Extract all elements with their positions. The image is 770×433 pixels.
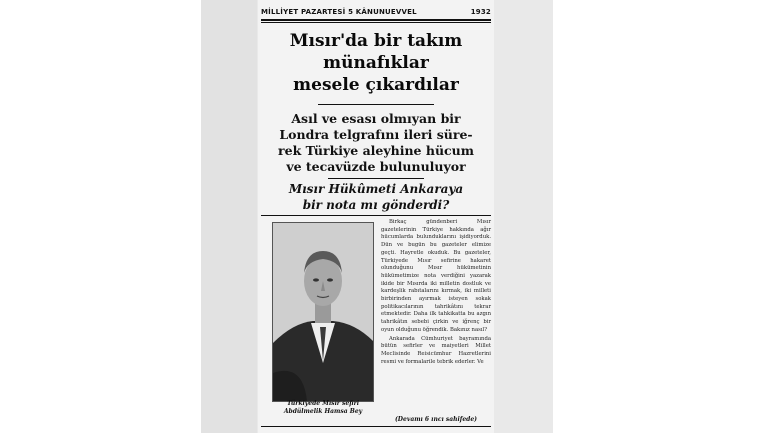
italic-head-line: bir nota mı gönderdi?: [302, 198, 450, 212]
subhead-divider: [328, 178, 424, 179]
caption-line: Abdülmelik Hamsa Bey: [283, 408, 363, 415]
masthead-rule-thin: [261, 22, 491, 23]
subheadline: [264, 111, 488, 175]
newspaper-clipping: [201, 0, 553, 433]
photo-caption: [268, 400, 378, 416]
headline-divider: [318, 104, 434, 105]
section-divider: [261, 215, 491, 216]
italic-headline: [258, 181, 494, 213]
italic-head-line: Mısır Hükûmeti Ankaraya: [288, 182, 464, 196]
article-page: [258, 0, 494, 433]
subhead-line: Asıl ve esası olmıyan bir: [291, 111, 461, 126]
adjacent-page-margin: [201, 0, 257, 433]
masthead: [261, 8, 491, 16]
article-paragraph: Ankarada Cümhuriyet bayramında bütün sefirler ve maiyetleri Millet Meclisinde Reisicümhur Hazretlerini resmi ve formalarile tebrik ederler. Ve: [381, 335, 491, 365]
headline-line: Mısır'da bir takım: [289, 31, 463, 51]
masthead-date: MİLLİYET PAZARTESİ 5 KÂNUNUEVVEL: [261, 8, 417, 16]
bottom-rule: [261, 426, 491, 427]
caption-line: Türkiyede Mısır sefiri: [286, 400, 360, 407]
article-body: [381, 219, 491, 367]
headline-line: münafıklar: [323, 53, 429, 73]
continued-note: (Devamı 6 ıncı sahifede): [394, 416, 478, 423]
headline: [258, 30, 494, 96]
portrait-illustration: [273, 223, 373, 401]
portrait-photo: [272, 222, 374, 402]
subhead-line: ve tecavüzde bulunuluyor: [286, 159, 466, 174]
subhead-line: Londra telgrafını ileri süre-: [279, 127, 473, 142]
article-paragraph: Birkaç gündenberi Mısır gazetelerinin Türkiye hakkında ağır hücumlarda bulunduklarını işidiyorduk. Dün ve bugün bu gazeteler elimize geçti. Hayretle okuduk. Bu gazeteler, Türkiyede Mısır sefirine hakaret olunduğunu Mısır hükümetinin hükümetimize nota verdiğini yazarak ikide bir Mısırda iki milletin dostluk ve kardeşlik rabıtalarını kırmak, iki milleti birbirinden ayırmak isteyen sokak politikacılarının tahrikâtını tekrar etmektedir. Daha ilk tahkikatta bu azgın tahrikâtın sebebi çirkin ve iğrenç bir oyun olduğunu öğrendik. Bakınız nasıl?: [381, 219, 491, 333]
subhead-line: rek Türkiye aleyhine hücum: [278, 143, 474, 158]
masthead-year: 1932: [470, 8, 491, 16]
masthead-rule: [261, 19, 491, 21]
headline-line: mesele çıkardılar: [293, 75, 459, 95]
